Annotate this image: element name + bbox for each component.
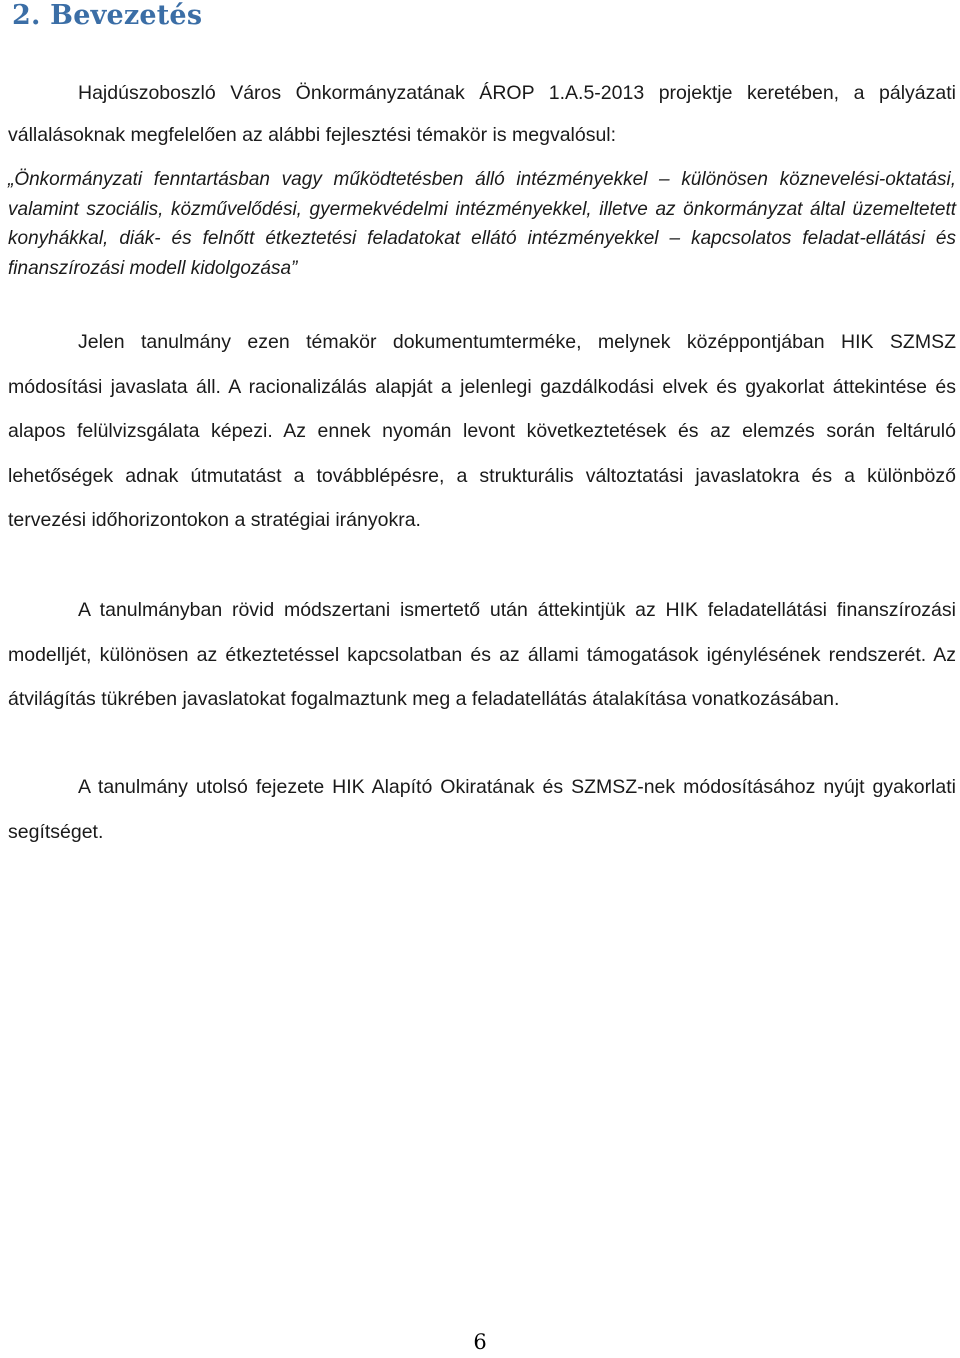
project-topic-quote: „Önkormányzati fenntartásban vagy működtetésben álló intézményekkel – különösen köznevelési-oktatási, valamint szociális, közművelődési, gyermekvédelmi intézményekkel, illetve az önkormányzat által üzemeltetett konyhákkal, diák- és felnőtt étkeztetési feladatokat ellátó intézményekkel – kapcsolatos feladat-ellátási és finanszírozási modell kidolgozása” bbox=[8, 169, 956, 279]
body-paragraph-3: A tanulmány utolsó fejezete HIK Alapító Okiratának és SZMSZ-nek módosításához nyújt gyakorlati segítséget. bbox=[8, 776, 956, 843]
body-paragraph-2: A tanulmányban rövid módszertani ismertető után áttekintjük az HIK feladatellátási finanszírozási modelljét, különösen az étkeztetéssel kapcsolatban és az állami támogatások igénylésének rendszerét. Az átvilágítás tükrében javaslatokat fogalmaztunk meg a feladatellátás átalakítása vonatkozásában. bbox=[8, 599, 956, 710]
page-number: 6 bbox=[473, 1330, 487, 1354]
intro-paragraph: Hajdúszoboszló Város Önkormányzatának ÁROP 1.A.5-2013 projektje keretében, a pályázati vállalásoknak megfelelően az alábbi fejlesztési témakör is megvalósul: bbox=[8, 82, 956, 146]
section-heading: 2. Bevezetés bbox=[12, 0, 203, 31]
body-paragraph-1: Jelen tanulmány ezen témakör dokumentumterméke, melynek középpontjában HIK SZMSZ módosítási javaslata áll. A racionalizálás alapját a jelenlegi gazdálkodási elvek és gyakorlat áttekintése és alapos felülvizsgálata képezi. Az ennek nyomán levont következtetések és az elemzés során feltáruló lehetőségek adnak útmutatást a továbblépésre, a strukturális változtatási javaslatokra és a különböző tervezési időhorizontokon a stratégiai irányokra. bbox=[8, 331, 956, 531]
